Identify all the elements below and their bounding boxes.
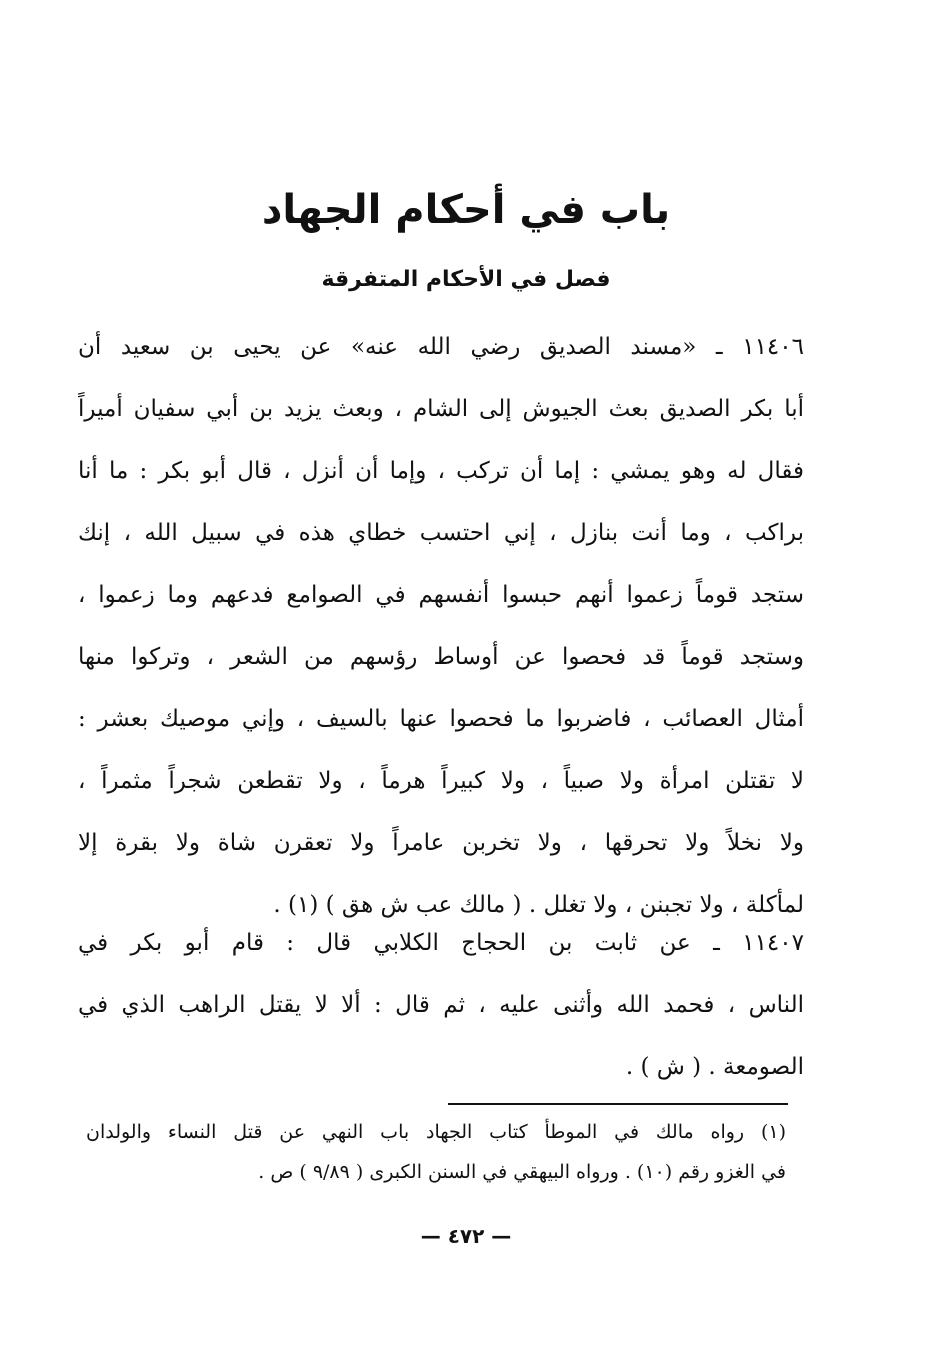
chapter-title: باب في أحكام الجهاد (261, 187, 671, 233)
section-subtitle: فصل في الأحكام المتفرقة (321, 267, 611, 292)
footnote-separator (448, 1103, 788, 1105)
text-line: ١١٤٠٦ ـ «مسند الصديق رضي الله عنه» عن يحيى بن سعيد أن (78, 334, 804, 360)
footnote-line: (١) رواه مالك في الموطأ كتاب الجهاد باب النهي عن قتل النساء والولدان (86, 1121, 786, 1143)
hadith-11407 (78, 912, 804, 1098)
footnotes (86, 1112, 786, 1192)
text-line: لمأكلة ، ولا تجبنن ، ولا تغلل . ( مالك عب ش هق ) (١) . (273, 892, 804, 918)
text-line: ستجد قوماً زعموا أنهم حبسوا أنفسهم في الصوامع فدعهم وما زعموا ، (78, 582, 804, 608)
text-line: لا تقتلن امرأة ولا صبياً ، ولا كبيراً هرماً ، ولا تقطعن شجراً مثمراً ، (78, 768, 804, 794)
page-number: — ٤٧٢ — (420, 1224, 512, 1248)
text-line: أبا بكر الصديق بعث الجيوش إلى الشام ، وبعث يزيد بن أبي سفيان أميراً (78, 396, 804, 422)
text-line: الصومعة . ( ش ) . (625, 1054, 804, 1080)
text-line: وستجد قوماً قد فحصوا عن أوساط رؤسهم من الشعر ، وتركوا منها (78, 644, 804, 670)
text-line: فقال له وهو يمشي : إما أن تركب ، وإما أن أنزل ، قال أبو بكر : ما أنا (78, 458, 804, 484)
text-line: ١١٤٠٧ ـ عن ثابت بن الحجاج الكلابي قال : قام أبو بكر في (78, 930, 804, 956)
text-line: براكب ، وما أنت بنازل ، إني احتسب خطاي هذه في سبيل الله ، إنك (78, 520, 804, 546)
text-line: ولا نخلاً ولا تحرقها ، ولا تخربن عامراً ولا تعقرن شاة ولا بقرة إلا (78, 830, 804, 856)
text-line: أمثال العصائب ، فاضربوا ما فحصوا عنها بالسيف ، وإني موصيك بعشر : (78, 706, 804, 732)
text-line: الناس ، فحمد الله وأثنى عليه ، ثم قال : ألا لا يقتل الراهب الذي في (78, 992, 804, 1018)
hadith-11406 (78, 316, 804, 936)
footnote-line: في الغزو رقم (١٠) . ورواه البيهقي في السنن الكبرى ( ٩/٨٩ ) ص . (258, 1161, 786, 1183)
